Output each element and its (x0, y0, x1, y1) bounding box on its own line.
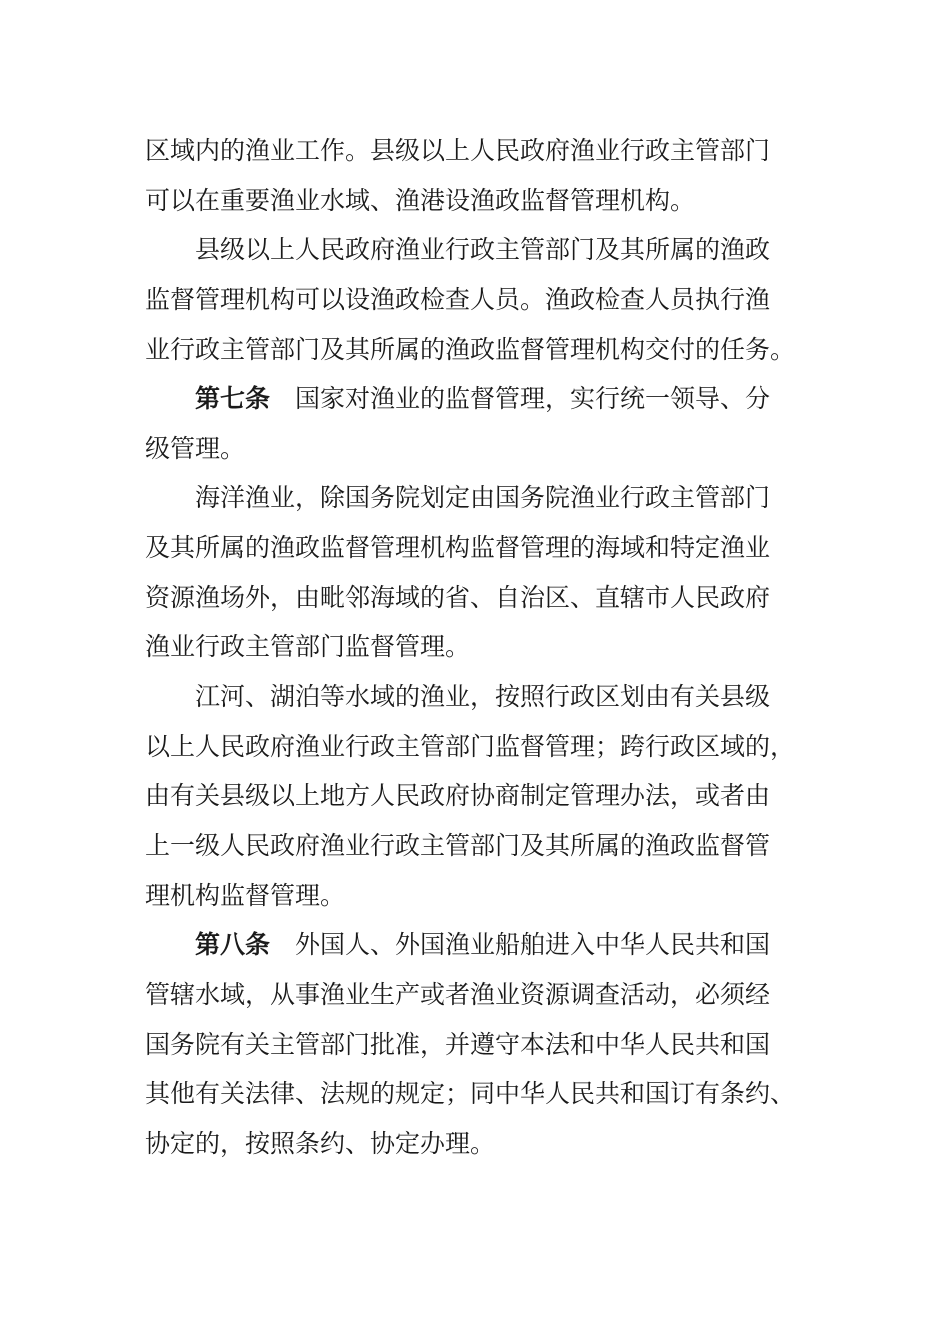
article-heading: 第八条 (195, 930, 271, 960)
text-line: 区域内的渔业工作。县级以上人民政府渔业行政主管部门 (145, 136, 771, 165)
paragraph-continuation (145, 126, 805, 225)
article-heading: 第七条 (195, 384, 271, 414)
text-line: 由有关县级以上地方人民政府协商制定管理办法，或者由 (145, 781, 771, 811)
text-line: 江河、湖泊等水域的渔业，按照行政区划由有关县级 (195, 682, 771, 712)
text-line: 管辖水域，从事渔业生产或者渔业资源调查活动，必须经 (145, 979, 771, 1009)
text-line: 上一级人民政府渔业行政主管部门及其所属的渔政监督管 (145, 830, 771, 860)
text-line: 及其所属的渔政监督管理机构监督管理的海域和特定渔业 (145, 533, 771, 563)
article-7-paragraph (145, 374, 805, 473)
text-line: 其他有关法律、法规的规定；同中华人民共和国订有条约、 (145, 1079, 796, 1109)
text-line: 监督管理机构可以设渔政检查人员。渔政检查人员执行渔 (145, 284, 771, 314)
paragraph (145, 473, 805, 672)
text-line: 渔业行政主管部门监督管理。 (145, 632, 471, 662)
text-line: 国务院有关主管部门批准，并遵守本法和中华人民共和国 (145, 1029, 771, 1059)
text-line (145, 374, 805, 424)
article-text: 国家对渔业的监督管理，实行统一领导、分 (295, 384, 771, 414)
article-8-paragraph (145, 920, 805, 1168)
text-line: 理机构监督管理。 (145, 880, 346, 910)
text-line: 可以在重要渔业水域、渔港设渔政监督管理机构。 (145, 185, 696, 215)
text-line: 以上人民政府渔业行政主管部门监督管理；跨行政区域的， (145, 731, 796, 761)
text-line: 海洋渔业，除国务院划定由国务院渔业行政主管部门 (195, 483, 771, 513)
paragraph (145, 672, 805, 920)
paragraph (145, 225, 805, 374)
text-line: 资源渔场外，由毗邻海域的省、自治区、直辖市人民政府 (145, 582, 771, 612)
text-line: 业行政主管部门及其所属的渔政监督管理机构交付的任务。 (145, 334, 796, 364)
text-line: 级管理。 (145, 433, 246, 463)
text-line (145, 920, 805, 970)
document-body (145, 126, 805, 1168)
text-line: 县级以上人民政府渔业行政主管部门及其所属的渔政 (195, 235, 771, 265)
article-text: 外国人、外国渔业船舶进入中华人民共和国 (295, 930, 771, 960)
text-line: 协定的，按照条约、协定办理。 (145, 1128, 496, 1158)
